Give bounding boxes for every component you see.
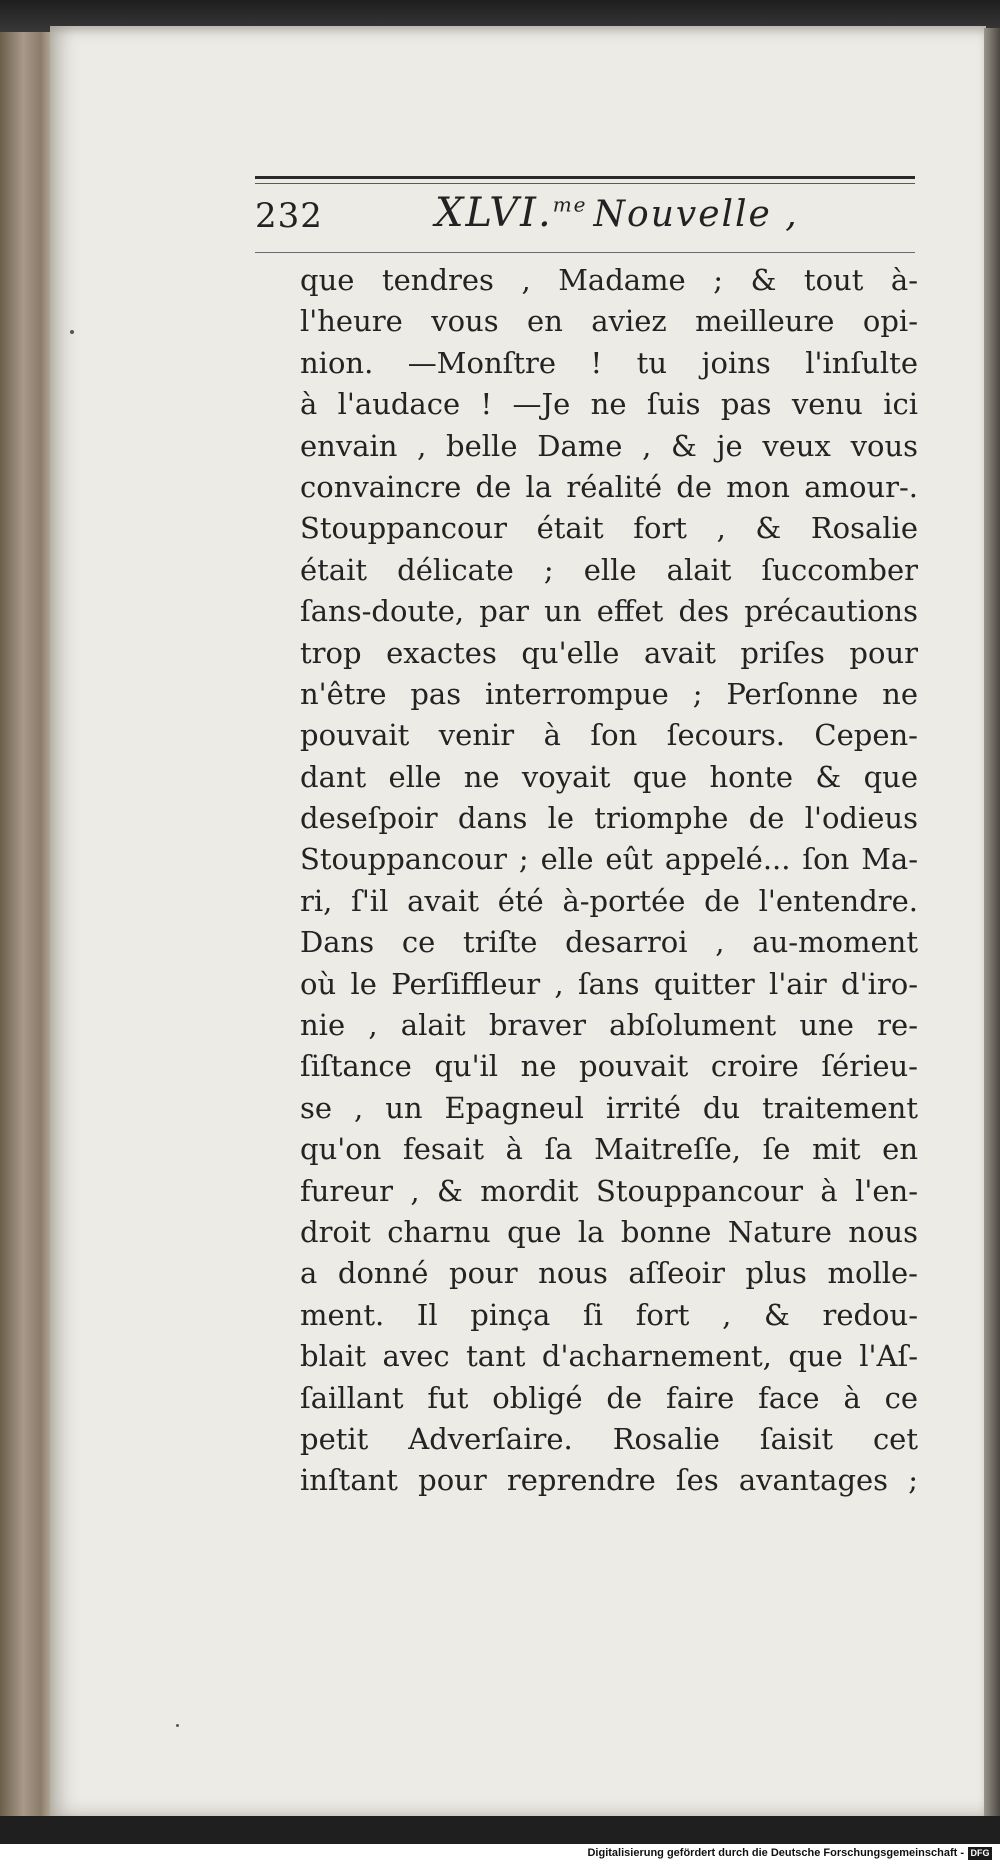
text-line: dant elle ne voyait que honte & que [300, 759, 918, 794]
text-line: se , un Epagneul irrité du traitement [300, 1090, 918, 1125]
text-line: nion. —Monſtre ! tu joins l'inſulte [300, 345, 918, 380]
text-line: était délicate ; elle alait ſuccomber [300, 552, 918, 587]
running-title [435, 190, 799, 236]
scan-bottom-edge [0, 1816, 1000, 1844]
body-text [300, 260, 918, 1502]
text-line: Stouppancour était fort , & Rosalie [300, 511, 918, 546]
page-edge [984, 28, 1000, 1820]
text-line: envain , belle Dame , & je veux vous [300, 428, 918, 463]
text-line: petit Adverſaire. Rosalie ſaisit cet [300, 1421, 918, 1456]
digitization-footer [0, 1844, 1000, 1864]
paper-speck [176, 1724, 179, 1727]
text-line: trop exactes qu'elle avait priſes pour [300, 635, 918, 670]
text-line: n'être pas interrompue ; Perſonne ne [300, 676, 918, 711]
text-line: deseſpoir dans le triomphe de l'odieus [300, 801, 918, 836]
text-line: blait avec tant d'acharnement, que l'Aſ- [300, 1339, 918, 1374]
text-line: nie , alait braver abſolument une re- [300, 1008, 918, 1043]
header-rule-thin [255, 183, 915, 184]
text-line: fureur , & mordit Stouppancour à l'en- [300, 1173, 918, 1208]
running-title-numeral: XLVI. [435, 190, 553, 236]
running-title-suffix: Nouvelle , [593, 194, 799, 235]
header-underline [255, 252, 915, 253]
running-title-sup: me [552, 192, 588, 217]
dfg-logo: DFG [968, 1847, 992, 1860]
text-line: Dans ce triſte desarroi , au-moment [300, 925, 918, 960]
text-line: ment. Il pinça ſi fort , & redou- [300, 1297, 918, 1332]
text-line: convaincre de la réalité de mon amour-. [300, 469, 918, 504]
text-line: qu'on fesait à ſa Maitreſſe, ſe mit en [300, 1132, 918, 1167]
text-line: pouvait venir à ſon ſecours. Cepen- [300, 718, 918, 753]
paper-speck [70, 330, 74, 334]
running-header [255, 190, 915, 250]
text-line: ri, ſ'il avait été à-portée de l'entendre. [300, 883, 918, 918]
text-line: où le Perſiffleur , ſans quitter l'air d'iro- [300, 966, 918, 1001]
footer-credit: Digitalisierung gefördert durch die Deutsche Forschungsgemeinschaft - [587, 1847, 964, 1859]
text-line: droit charnu que la bonne Nature nous [300, 1214, 918, 1249]
text-line: à l'audace ! —Je ne ſuis pas venu ici [300, 387, 918, 422]
text-line: inſtant pour reprendre ſes avantages ; [300, 1463, 918, 1498]
text-line: a donné pour nous aſſeoir plus molle- [300, 1256, 918, 1291]
text-line: ſans-doute, par un effet des précautions [300, 594, 918, 629]
text-line: que tendres , Madame ; & tout à- [300, 263, 918, 297]
text-line: ſaillant fut obligé de faire face à ce [300, 1380, 918, 1415]
text-line: ſiſtance qu'il ne pouvait croire ſérieu- [300, 1049, 918, 1084]
page-number: 232 [255, 196, 323, 236]
text-line: Stouppancour ; elle eût appelé... ſon Ma- [300, 842, 918, 877]
header-rule-thick [255, 176, 915, 179]
text-line: l'heure vous en aviez meilleure opi- [300, 304, 918, 339]
